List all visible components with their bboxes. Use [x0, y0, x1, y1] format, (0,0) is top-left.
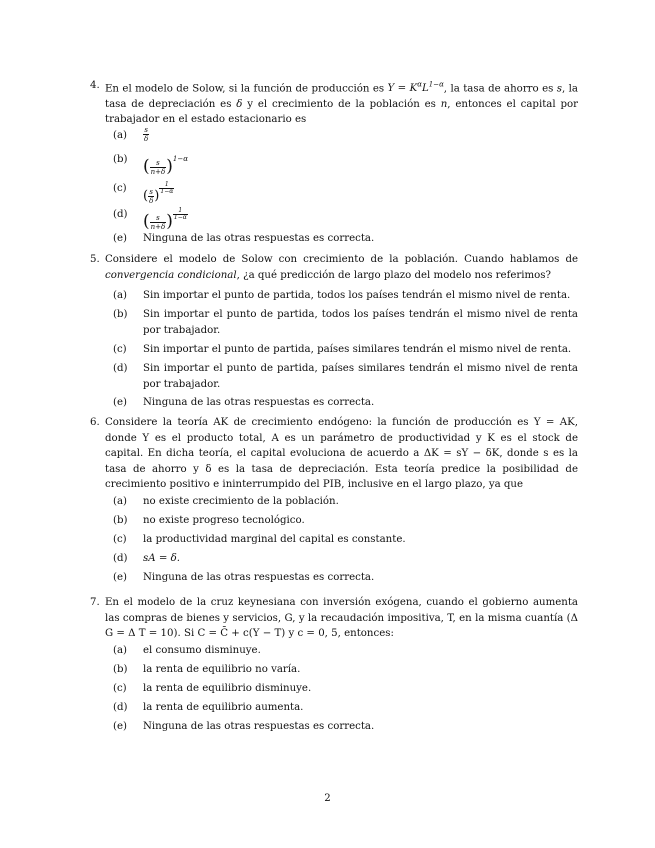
exam-page: 4. En el modelo de Solow, si la función de producción es $Y = K^\alpha L^{1-\alpha}$, la tasa de ahorro es s, la tasa de depreciación es δ y el crecimiento de la población es n, entonces el capital por trabajador en el estado estacionario es (a) $\frac{s}{\delta}$ (b) ( $\frac{s}{n+\delta}$ )$^{1-\alpha}$ (c) ( $\frac{s}{\delta}$ ) $^{\frac{1}{1-\alpha}}$ (d) ( $\frac{s}{n+\delta}$ ) $^{\frac{1}{1-\alpha}}$ (e) Ninguna de las otras respuestas es correcta. 5. Considere el modelo de Solow con crecimiento de la población. Cuando hablamos de convergencia condicional, ¿a qué predicción de largo plazo del modelo nos referimos? (a) Sin importar el punto de partida, todos los países tendrán el mismo nivel de renta. (b) Sin importar el punto de partida, todos los países tendrán el mismo nivel de renta por trabajador. (c) Sin importar el punto de partida, países similares tendrán el mismo nivel de renta. (d) Sin importar el punto de partida, países similares tendrán el mismo nivel de renta por trabajador. (e) Ninguna de las otras respuestas es correcta. 6. Considere la teoría AK de crecimiento endógeno: la función de producción es Y = AK, donde Y es el producto total, A es un parámetro de productividad y K es el stock de capital. En dicha teoría, el capital evoluciona de acuerdo a ΔK = sY − δK, donde s es la tasa de ahorro y δ es la tasa de depreciación. Esta teoría predice la posibilidad de crecimiento positivo e ininterrumpido del PIB, inclusive en el largo plazo, ya que (a) no existe crecimiento de la población. (b) no existe progreso tecnológico. (c) la productividad marginal del capital es constante. (d) sA = δ. (e) Ninguna de las otras respuestas es correcta. 7. En el modelo de la cruz keynesiana con inversión exógena, cuando el gobierno aumenta las compras de bienes y servicios, G, y la recaudación impositiva, T, en la misma cuantía (Δ G = Δ T = 10). Si C = C̄ + c(Y − T) y c = 0, 5, entonces: (a) el consumo disminuye. (b) la renta de equilibrio no varía. (c) la renta de equilibrio disminuye. (d) la renta de equilibrio aumenta. (e) Ninguna de las otras respuestas es correcta. 2 [0, 0, 655, 848]
question-stem: En el modelo de Solow, si la función de producción es $Y = K^\alpha L^{1-\alpha}$, la tasa de ahorro es s, la tasa de depreciación es δ y el crecimiento de la población es n, entonces el capital por trabajador en el estado estacionario es [105, 81, 579, 126]
question-number: 4. [90, 80, 100, 91]
production-function: $Y = K^\alpha L^{1-\alpha}$ [387, 81, 444, 95]
question-5 [90, 252, 578, 283]
question-number: 6. [90, 417, 100, 428]
question-7 [90, 595, 578, 642]
page-number: 2 [324, 793, 331, 804]
question-6 [90, 415, 578, 493]
question-number: 5. [90, 254, 100, 265]
option-math: ( $\frac{s}{n+\delta}$ ) $^{\frac{1}{1-\alpha}}$ [143, 206, 187, 232]
question-stem: En el modelo de la cruz keynesiana con inversión exógena, cuando el gobierno aumenta las compras de bienes y servicios, G, y la recaudación impositiva, T, en la misma cuantía (Δ G = Δ T = 10). Si C = C̄ + c(Y − T) y c = 0, 5, entonces: [105, 597, 578, 639]
option-math: $\frac{s}{\delta}$ [144, 126, 149, 143]
question-stem: Considere el modelo de Solow con crecimiento de la población. Cuando hablamos de convergencia condicional, ¿a qué predicción de largo plazo del modelo nos referimos? [105, 254, 578, 281]
option-math: ( $\frac{s}{\delta}$ ) $^{\frac{1}{1-\alpha}}$ [143, 180, 174, 205]
option-math: ( $\frac{s}{n+\delta}$ )$^{1-\alpha}$ [143, 155, 188, 177]
question-4 [90, 78, 578, 128]
question-number: 7. [90, 597, 100, 608]
question-stem: Considere la teoría AK de crecimiento endógeno: la función de producción es Y = AK, donde Y es el producto total, A es un parámetro de productividad y K es el stock de capital. En dicha teoría, el capital evoluciona de acuerdo a ΔK = sY − δK, donde s es la tasa de ahorro y δ es la tasa de depreciación. Esta teoría predice la posibilidad de crecimiento positivo e ininterrumpido del PIB, inclusive en el largo plazo, ya que [105, 417, 578, 490]
